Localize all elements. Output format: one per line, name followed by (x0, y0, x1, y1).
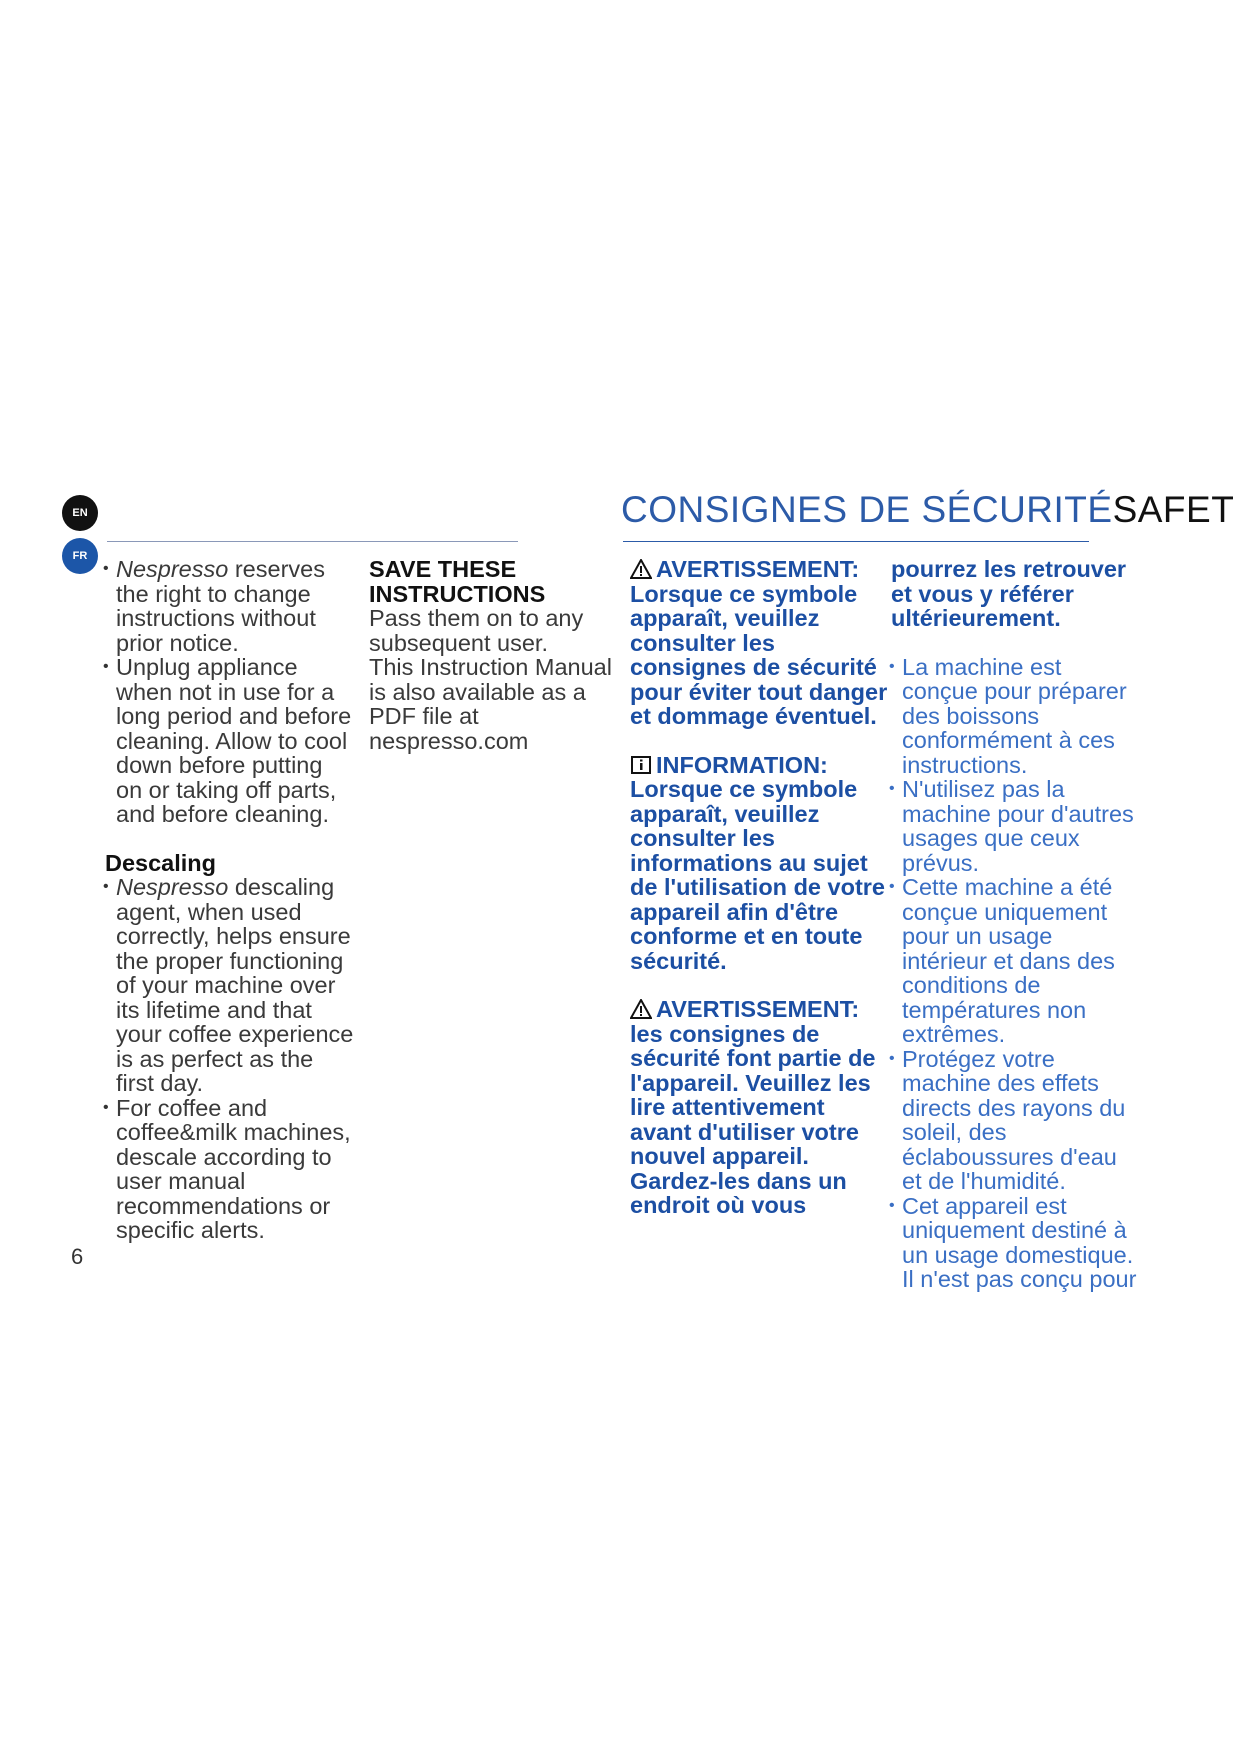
list-item-text: reserves the right to change instructions without prior notice. (116, 556, 325, 656)
intro-text: pourrez les retrouver et vous y référer ultérieurement. (891, 556, 1127, 631)
divider-right (623, 541, 1089, 542)
page-number: 6 (71, 1244, 84, 1269)
info-label: INFORMATION: (656, 751, 828, 778)
general-notes-list (105, 557, 355, 827)
list-item (105, 875, 355, 1096)
descaling-list (105, 875, 355, 1243)
warning-block-2 (630, 997, 890, 1218)
info-icon (630, 755, 652, 775)
column-en-general (105, 557, 355, 1243)
list-item (105, 557, 355, 655)
list-item: • Cette machine a été conçue uniquement pour un usage intérieur et dans des conditions de températures non extrêmes. (891, 875, 1141, 1047)
list-item-text: For coffee and coffee&milk machines, descale according to user manual recommendations or specific alerts. (116, 1094, 351, 1243)
info-text: Lorsque ce symbole apparaît, veuillez consulter les informations au sujet de l'utilisation de votre appareil afin d'être conforme et en toute sécurité. (630, 776, 885, 974)
usage-list (891, 655, 1141, 1292)
brand-italic: Nespresso (116, 556, 229, 582)
column-fr-usage (891, 557, 1141, 1292)
warning-block-1 (630, 557, 890, 729)
brand-italic: Nespresso (116, 874, 229, 900)
list-item: • Protégez votre machine des effets directs des rayons du soleil, des éclaboussures d'eau et de l'humidité. (891, 1047, 1141, 1194)
list-item: • La machine est conçue pour préparer des boissons conformément à ces instructions. (891, 655, 1141, 778)
language-badge-en[interactable]: EN (62, 495, 98, 531)
section-heading (621, 489, 1234, 531)
column-en-save (369, 557, 619, 753)
save-instructions-title: SAVE THESE INSTRUCTIONS (369, 556, 546, 607)
warning-triangle-icon (630, 559, 652, 579)
warning-label: AVERTISSEMENT: (656, 996, 860, 1022)
warning-triangle-icon (630, 999, 652, 1019)
list-item-text: Unplug appliance when not in use for a long period and before cleaning. Allow to cool down before putting on or taking off parts, and before cleaning. (116, 654, 352, 827)
info-block (630, 753, 890, 974)
heading-en: SAFET (1112, 489, 1235, 530)
heading-fr: CONSIGNES DE SÉCURITÉ (621, 489, 1113, 530)
save-line-1: Pass them on to any subsequent user. (369, 605, 584, 656)
list-item (105, 1096, 355, 1243)
list-item (105, 655, 355, 827)
save-line-2: This Instruction Manual is also available as a PDF file at nespresso.com (369, 654, 612, 754)
descaling-title: Descaling (105, 849, 217, 876)
language-badge-fr[interactable]: FR (62, 538, 98, 574)
warning-label: AVERTISSEMENT: (656, 556, 860, 582)
column-fr-symbols (630, 557, 890, 1218)
warning-text: Lorsque ce symbole apparaît, veuillez consulter les consignes de sécurité pour éviter tout danger et dommage éventuel. (630, 580, 888, 729)
list-item-text: descaling agent, when used correctly, helps ensure the proper functioning of your machine over its lifetime and that your coffee experience is as perfect as the first day. (116, 874, 354, 1096)
list-item: • Cet appareil est uniquement destiné à un usage domestique. Il n'est pas conçu pour (891, 1194, 1141, 1292)
warning-text: les consignes de sécurité font partie de l'appareil. Veuillez les lire attentivement avant d'utiliser votre nouvel appareil. Gardez-les dans un endroit où vous (630, 1020, 876, 1218)
divider-left (107, 541, 518, 542)
list-item: • N'utilisez pas la machine pour d'autres usages que ceux prévus. (891, 777, 1141, 875)
